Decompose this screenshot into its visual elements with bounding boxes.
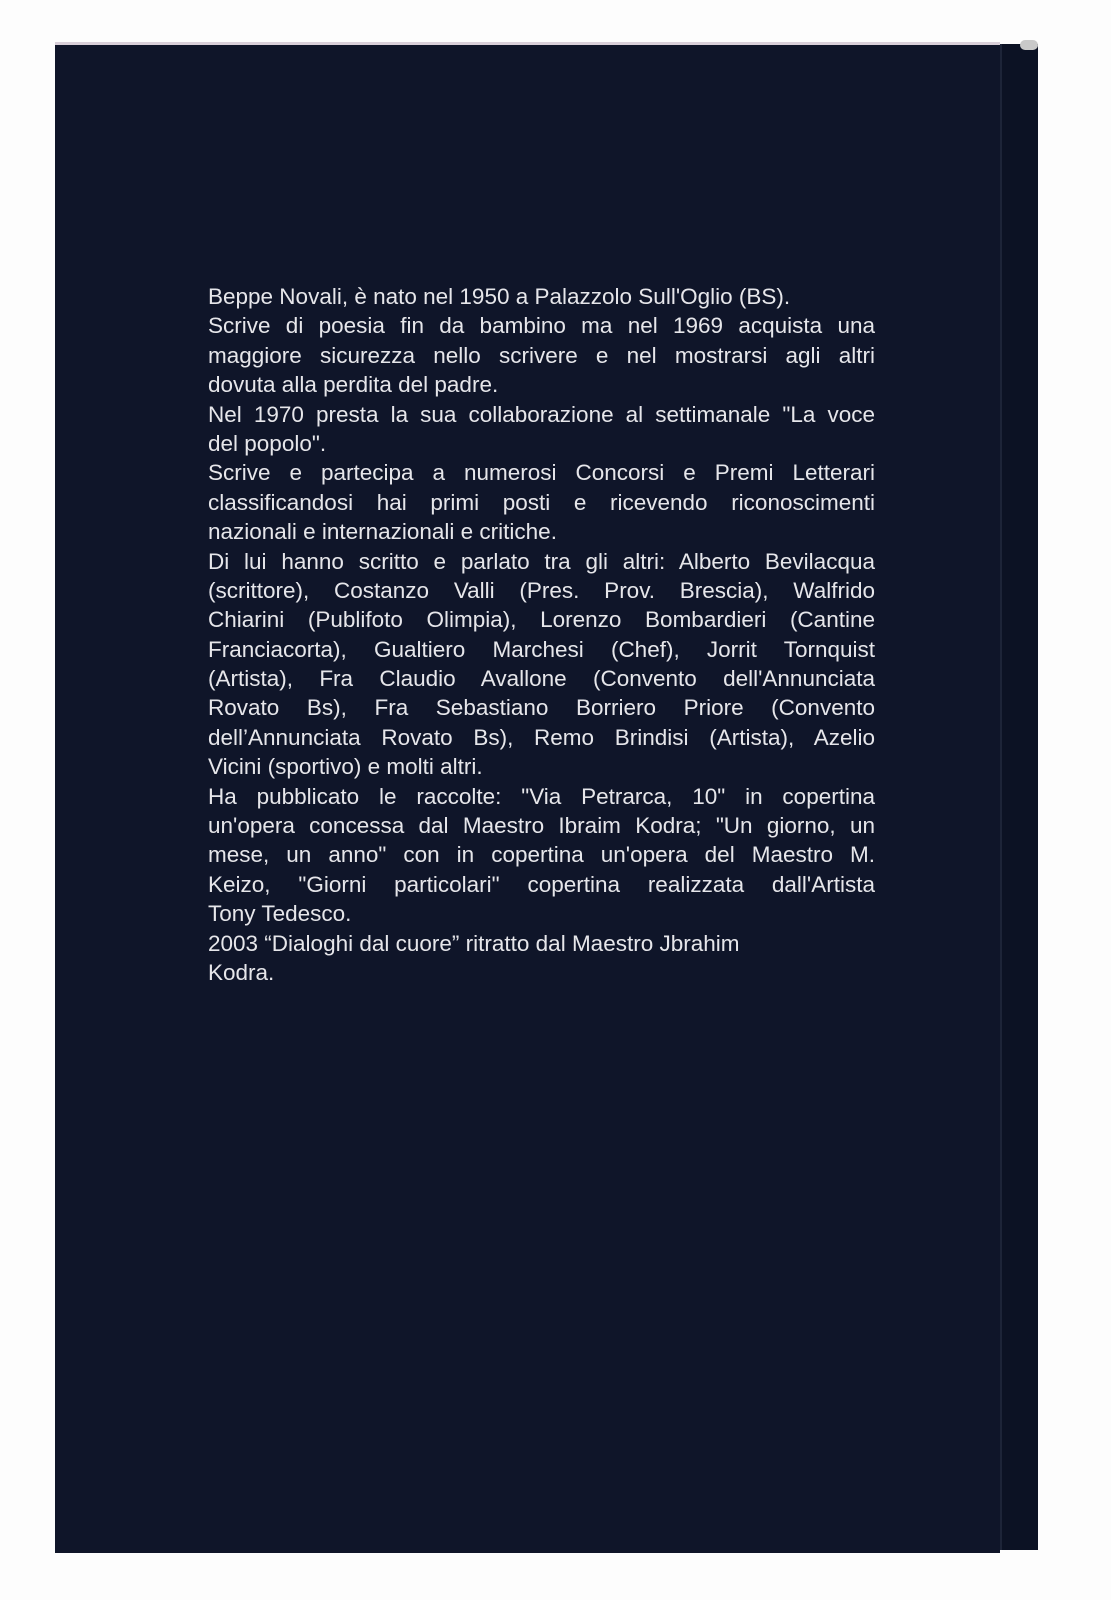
bio-line: Ha pubblicato le raccolte: "Via Petrarca, 10" in copertina xyxy=(208,783,875,809)
bio-line: dell’Annunciata Rovato Bs), Remo Brindisi (Artista), Azelio xyxy=(208,724,875,750)
author-biography xyxy=(208,282,875,987)
bio-line: Franciacorta), Gualtiero Marchesi (Chef), Jorrit Tornquist xyxy=(208,636,875,662)
bio-line: (Artista), Fra Claudio Avallone (Convento dell'Annunciata xyxy=(208,666,875,692)
bio-line: maggiore sicurezza nello scrivere e nel mostrarsi agli altri xyxy=(208,342,875,368)
bio-line: dovuta alla perdita del padre. xyxy=(208,372,499,398)
bio-line: nazionali e internazionali e critiche. xyxy=(208,519,557,545)
bio-line: un'opera concessa dal Maestro Ibraim Kodra; "Un giorno, un xyxy=(208,813,875,839)
bio-line: Rovato Bs), Fra Sebastiano Borriero Priore (Convento xyxy=(208,695,875,721)
bio-line: Chiarini (Publifoto Olimpia), Lorenzo Bombardieri (Cantine xyxy=(208,607,875,633)
bio-line: Nel 1970 presta la sua collaborazione al settimanale "La voce xyxy=(208,401,875,427)
bio-line: Di lui hanno scritto e parlato tra gli altri: Alberto Bevilacqua xyxy=(208,548,875,574)
bio-line: Keizo, "Giorni particolari" copertina realizzata dall'Artista xyxy=(208,871,875,897)
bio-line: Beppe Novali, è nato nel 1950 a Palazzolo Sull'Oglio (BS). xyxy=(208,284,791,309)
bio-line: Scrive di poesia fin da bambino ma nel 1969 acquista una xyxy=(208,313,875,339)
bio-line: (scrittore), Costanzo Valli (Pres. Prov. Brescia), Walfrido xyxy=(208,577,875,603)
bio-line: Tony Tedesco. xyxy=(208,901,352,927)
bio-line: Scrive e partecipa a numerosi Concorsi e Premi Letterari xyxy=(208,460,875,486)
bio-line: del popolo". xyxy=(208,430,327,456)
bio-line: Vicini (sportivo) e molti altri. xyxy=(208,754,483,780)
bio-line: classificandosi hai primi posti e ricevendo riconoscimenti xyxy=(208,489,875,515)
worn-corner xyxy=(1020,40,1038,50)
bio-line: 2003 “Dialoghi dal cuore” ritratto dal Maestro Jbrahim xyxy=(208,930,740,956)
bio-line: mese, un anno" con in copertina un'opera del Maestro M. xyxy=(208,842,875,868)
book-spine xyxy=(1000,44,1038,1550)
bio-line: Kodra. xyxy=(208,959,275,985)
